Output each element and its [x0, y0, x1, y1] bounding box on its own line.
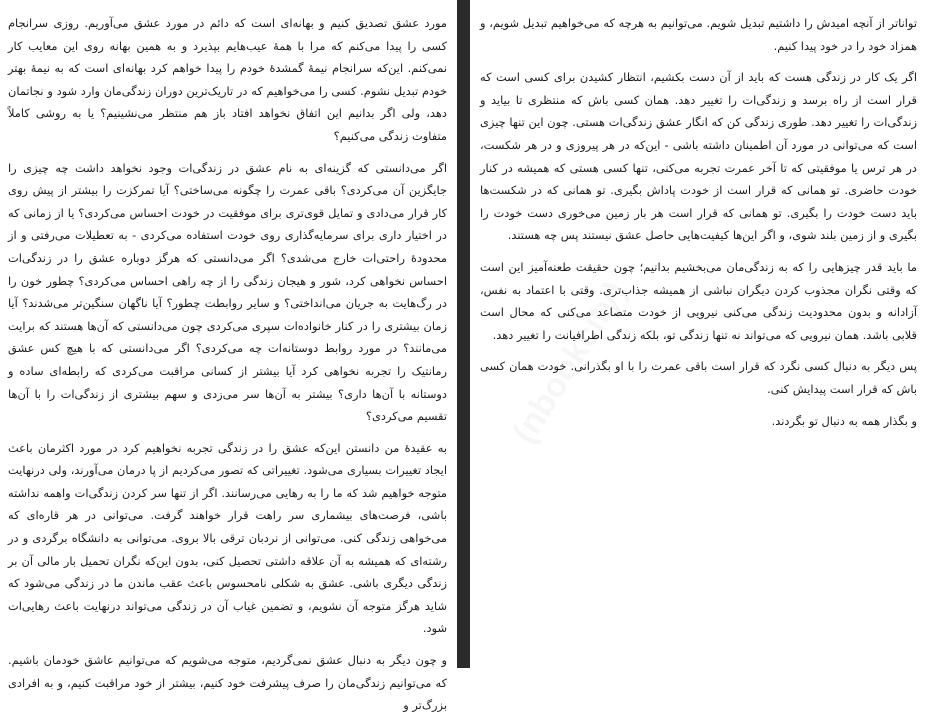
right-paragraph-1: توانا‌تر از آنچه امیدش را داشتیم تبدیل شویم. می‌توانیم به هرچه که می‌خواهیم تبدیل شویم، و همزاد خود را در خود پیدا کنیم.: [480, 16, 917, 53]
left-paragraph-2: اگر می‌دانستی که گزینه‌ای به نام عشق در زندگی‌ات وجود نخواهد داشت چه چیزی را جایگزین آن می‌کردی؟ باقی عمرت را چگونه می‌ساختی؟ آیا تمرکزت را بیشتر از پیش روی کار قرار می‌دادی و تمایل قوی‌تری برای موفقیت در خودت احساس می‌کردی؟ یا از زمانی که در اختیار داری برای سرمایه‌گذاری روی خودت استفاده می‌کردی - به تعطیلات می‌رفتی و از محدودهٔ راحتی‌ات خارج می‌شدی؟ اگر می‌دانستی که هرگز دوباره عشق را در زندگی‌ات احساس نخواهی کرد، شور و هیجان زندگی را از چه راهی احساس می‌کردی؟ چطور خون را در رگ‌هایت به جریان می‌انداختی؟ و سایر روابطت چطور؟ آیا ناگهان سنگین‌تر می‌شدند؟ آیا زمان بیشتری را در کنار خانواده‌ات سپری می‌کردی چون می‌دانستی که آن‌ها هستند که برایت می‌مانند؟ در مورد روابط دوستانه‌ات چه می‌کردی؟ اگر می‌دانستی که با هیچ کس عشق رمانتیک را تجربه نخواهی کرد آیا بیشتر از کسانی مراقبت می‌کردی که رابطه‌ای ساده و دوستانه با آن‌ها داری؟ بیشتر به آن‌ها سر می‌زدی و سهم بیشتری از زندگی‌ات را با آن‌ها تقسیم می‌کردی؟: [8, 160, 447, 424]
left-page: [0, 0, 457, 713]
right-paragraph-4: پس دیگر به دنبال کسی نگرد که قرار است باقی عمرت را با او بگذرانی. خودت همان کسی باش که قرار است پیدایش کنی.: [480, 359, 917, 396]
right-paragraph-3: ما باید قدر چیزهایی را که به زندگی‌مان می‌بخشیم بدانیم؛ چون حقیقت طعنه‌آمیز این است که وقتی نگران مجذوب کردن دیگران نباشی از همیشه جذاب‌تری. وقتی با اعتماد به نفس، آزادانه و بدون محدودیت زندگی می‌کنی نیرویی از خودت متصاعد می‌کنی که محال است قلابی باشد. همان نیرویی که می‌تواند نه تنها زندگی تو، بلکه زندگی اطرافیانت را تغییر دهد.: [480, 259, 917, 342]
left-paragraph-3: به عقیدهٔ من دانستن این‌که عشق را در زندگی تجربه نخواهیم کرد در مورد اکثرمان باعث ایجاد تغییرات بسیاری می‌شود. تغییراتی که تصور می‌کردیم از پا درمان می‌آورند، ولی درنهایت متوجه خواهیم شد که ما را به رهایی می‌رسانند. اگر از تنها سر کردن زندگی‌ات واهمه نداشته باشی، فرصت‌های بیشماری سر راهت قرار خواهند گرفت. می‌توانی در هر قاره‌ای که می‌خواهی زندگی کنی. می‌توانی از نردبان ترقی بالا بروی. می‌توانی به دانشگاه برگردی و در رشته‌ای که همیشه به آن علاقه داشتی تحصیل کنی، بدون این‌که نگران تحمیل بار مالی آن بر زندگی دیگری باشی. عشق به شکلی نامحسوس باعث عقب ماندن ما در زندگی می‌شود که شاید هرگز متوجه آن نشویم، و تضمین غیاب آن در زندگی می‌تواند درنهایت باعث رهایی‌ات شود.: [8, 440, 447, 636]
right-paragraph-2: اگر یک کار در زندگی هست که باید از آن دست بکشیم، انتظار کشیدن برای کسی است که قرار است از راه برسد و زندگی‌ات را تغییر دهد. همان کسی باش که منتظری تا بیاید و زندگی‌ات را تغییر دهد. طوری زندگی کن که انگار عشق زندگی‌ات هستی. چون این تنها چیزی است که می‌توانی در مورد آن اطمینان داشته باشی - این‌که در هر پیروزی و در هر شکست، در هر ترس یا موفقیتی که تا آخر عمرت تجربه می‌کنی، تنها کسی هستی که همیشه در کنار خودت حاضری. تو همانی که قرار است از خودت پاداش بگیری. تو همانی که در شکست‌ها باید دست خودت را بگیری. تو همانی که قرار است هر بار زمین می‌خوری دست خودت را بگیری و از زمین بلند شوی، و اگر این‌ها کیفیت‌هایی حاصل عشق نیستند پس چه هستند.: [480, 70, 917, 243]
right-paragraph-5: و بگذار همه به دنبال تو بگردند.: [771, 413, 917, 428]
left-paragraph-4: و چون دیگر به دنبال عشق نمی‌گردیم، متوجه می‌شویم که می‌توانیم عاشق خودمان باشیم. که می‌توانیم زندگی‌مان را صرف پیشرفت خود کنیم، بیشتر از خود مراقبت کنیم، و به افرادی بزرگ‌تر و: [8, 653, 447, 713]
right-page: [470, 0, 931, 668]
left-paragraph-1: مورد عشق تصدیق کنیم و بهانه‌ای است که دائم در مورد عشق می‌آوریم. روزی سرانجام کسی را پیدا می‌کنم که مرا با همهٔ عیب‌هایم بپذیرد و به همین بهانه روی این معایب کار نمی‌کنم. این‌که سرانجام نیمهٔ گمشدهٔ خودم را پیدا خواهم کرد بهانه‌ای است که به نیمهٔ بهتر خودم تبدیل نشوم. کسی را می‌خواهیم که در تاریک‌ترین دوران زندگی‌مان وارد شود و نجاتمان دهد، ولی اگر بدانیم این اتفاق نخواهد افتاد باز هم منتظر می‌نشینیم؟ یا به روشی کاملاً متفاوت زندگی می‌کنیم؟: [8, 16, 447, 143]
page-gutter: [457, 0, 470, 668]
